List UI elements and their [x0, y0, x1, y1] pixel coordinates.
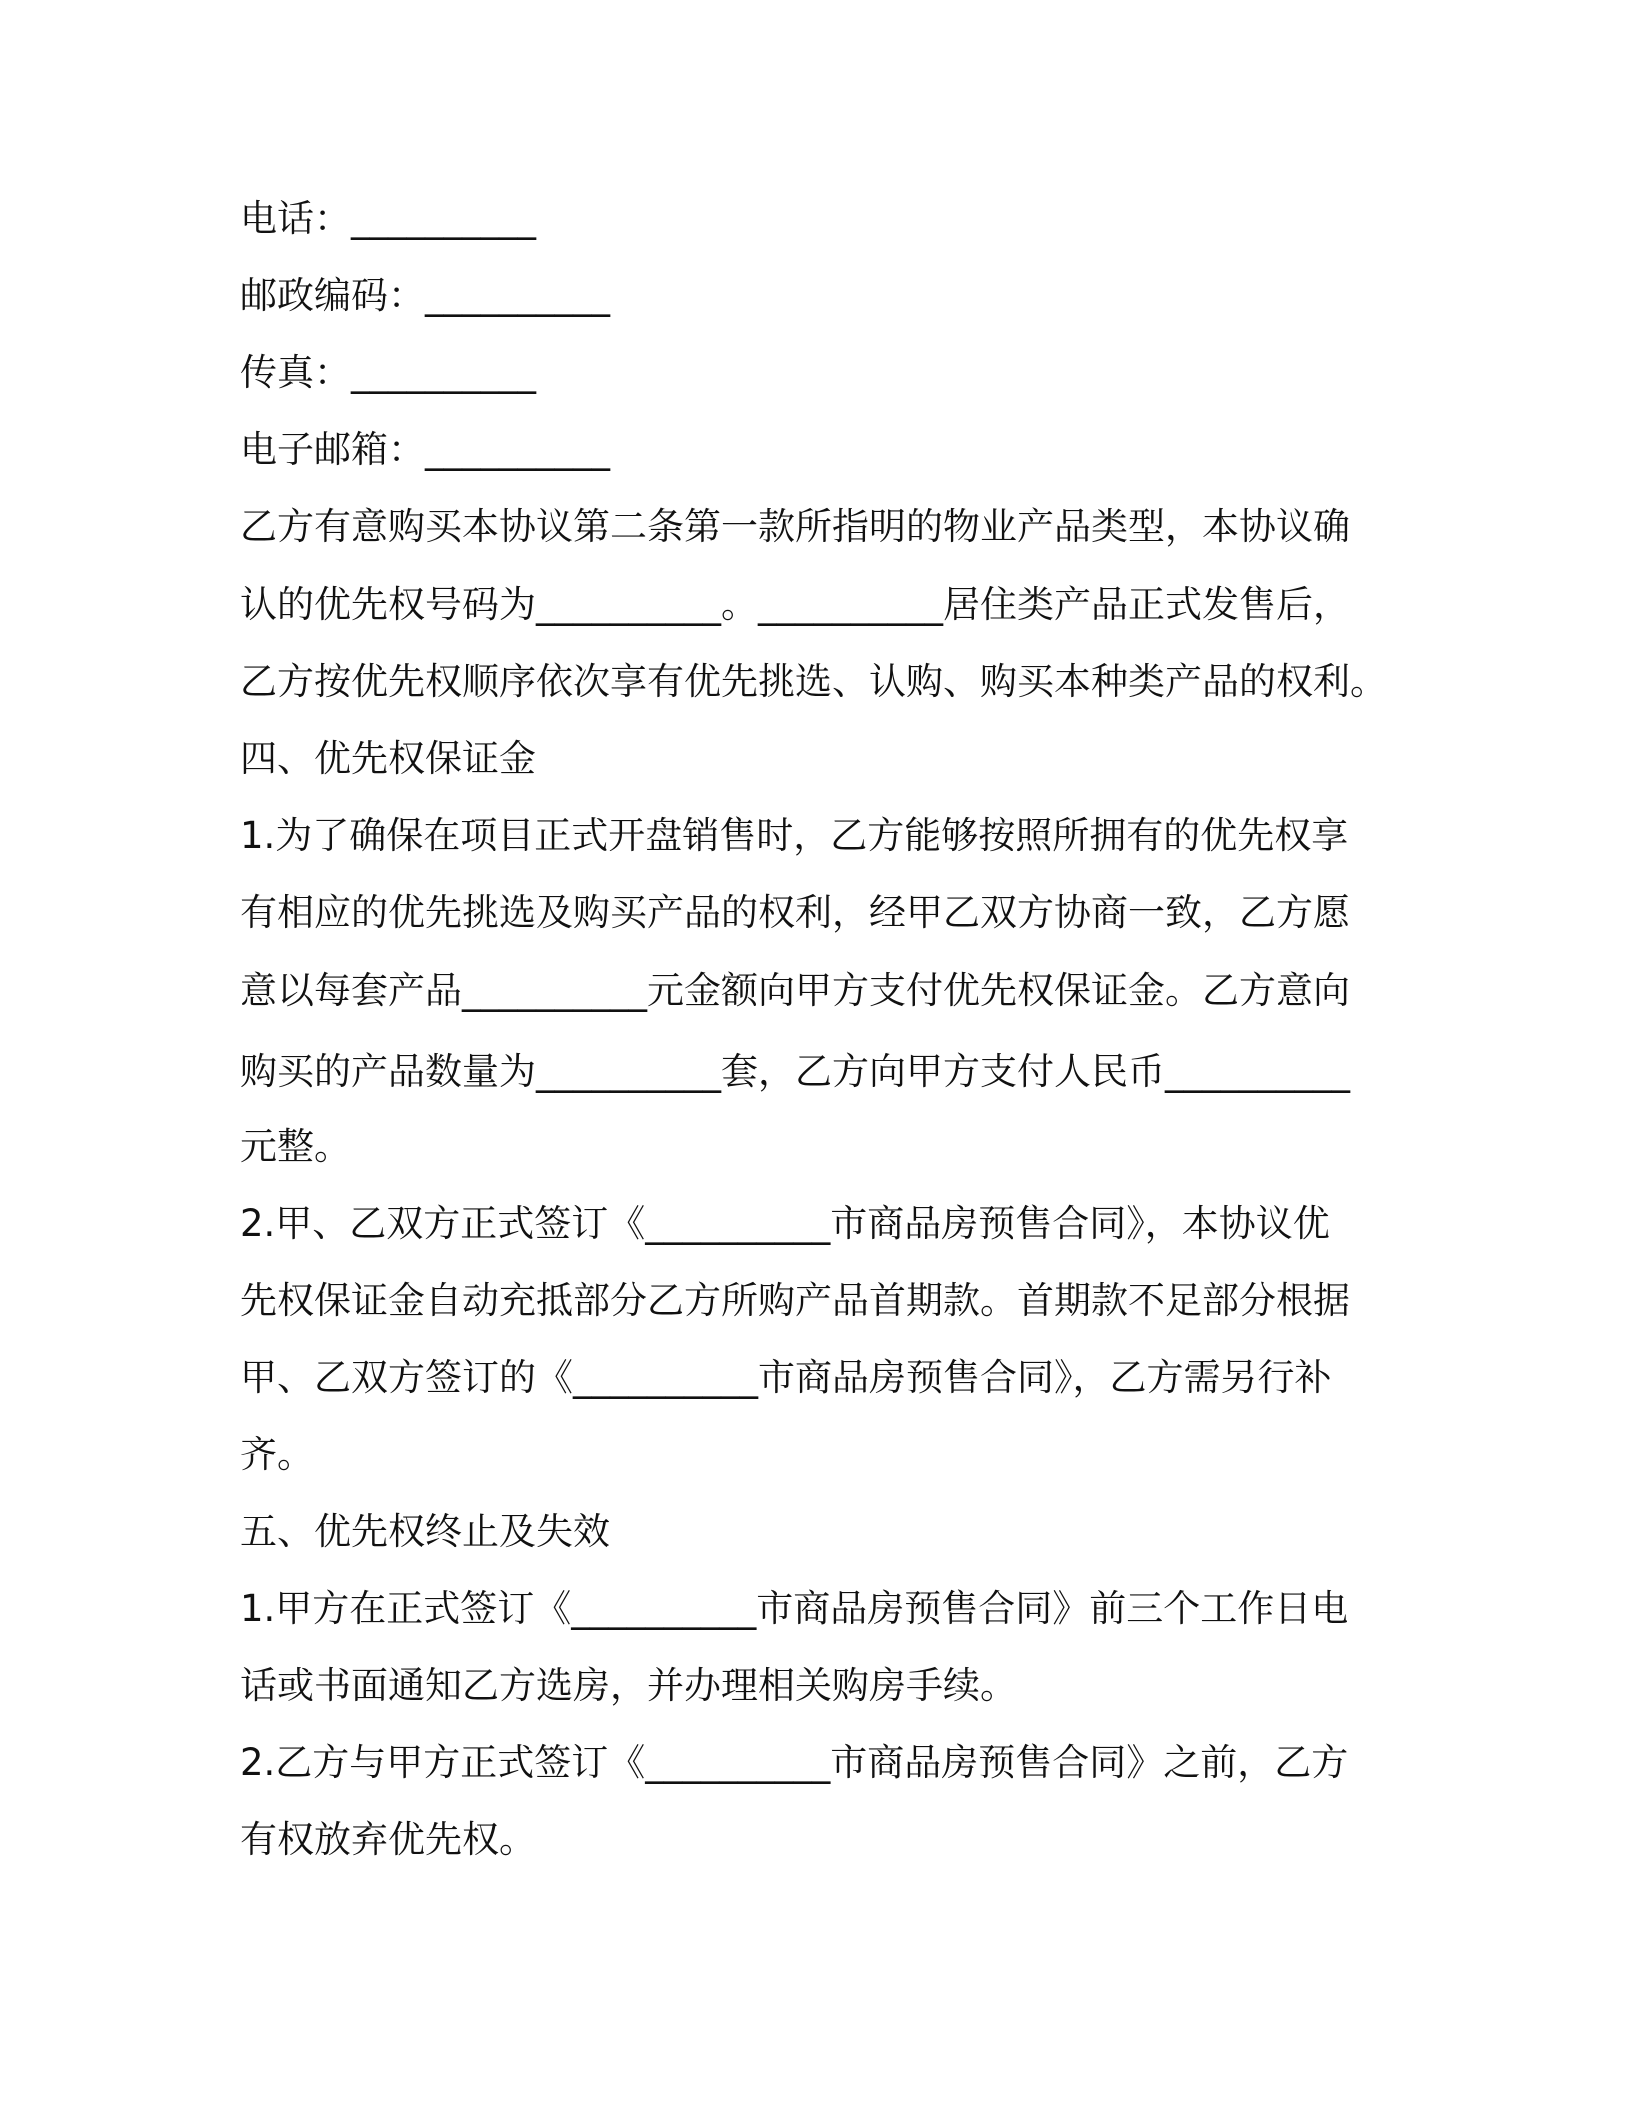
paragraph-line: 有相应的优先挑选及购买产品的权利，经甲乙双方协商一致，乙方愿: [240, 891, 1350, 934]
paragraph-line: 话或书面通知乙方选房，并办理相关购房手续。: [240, 1664, 1017, 1707]
paragraph-line: 甲、乙双方签订的《__________市商品房预售合同》，乙方需另行补: [240, 1356, 1332, 1399]
email-field-line: 电子邮箱：__________: [240, 428, 610, 471]
paragraph-line: 先权保证金自动充抵部分乙方所购产品首期款。首期款不足部分根据: [240, 1279, 1350, 1322]
section-heading: 四、优先权保证金: [240, 737, 536, 780]
paragraph-line: 齐。: [240, 1433, 314, 1476]
postal-code-field-line: 邮政编码：__________: [240, 274, 610, 317]
paragraph-line: 1.甲方在正式签订《__________市商品房预售合同》前三个工作日电: [240, 1587, 1349, 1630]
paragraph-line: 购买的产品数量为__________套，乙方向甲方支付人民币__________: [240, 1050, 1350, 1093]
paragraph-line: 1.为了确保在项目正式开盘销售时，乙方能够按照所拥有的优先权享: [240, 814, 1349, 857]
paragraph-line: 乙方按优先权顺序依次享有优先挑选、认购、购买本种类产品的权利。: [240, 660, 1387, 703]
paragraph-line: 有权放弃优先权。: [240, 1818, 536, 1861]
phone-field-line: 电话：__________: [240, 197, 536, 240]
paragraph-line: 乙方有意购买本协议第二条第一款所指明的物业产品类型，本协议确: [240, 505, 1350, 548]
section-heading: 五、优先权终止及失效: [240, 1510, 610, 1553]
paragraph-line: 2.甲、乙双方正式签订《__________市商品房预售合同》，本协议优: [240, 1202, 1330, 1245]
paragraph-line: 元整。: [240, 1125, 351, 1168]
fax-field-line: 传真：__________: [240, 351, 536, 394]
paragraph-line: 2.乙方与甲方正式签订《__________市商品房预售合同》之前，乙方: [240, 1741, 1349, 1784]
paragraph-line: 认的优先权号码为__________。__________居住类产品正式发售后，: [240, 583, 1350, 626]
paragraph-line: 意以每套产品__________元金额向甲方支付优先权保证金。乙方意向: [240, 969, 1350, 1012]
